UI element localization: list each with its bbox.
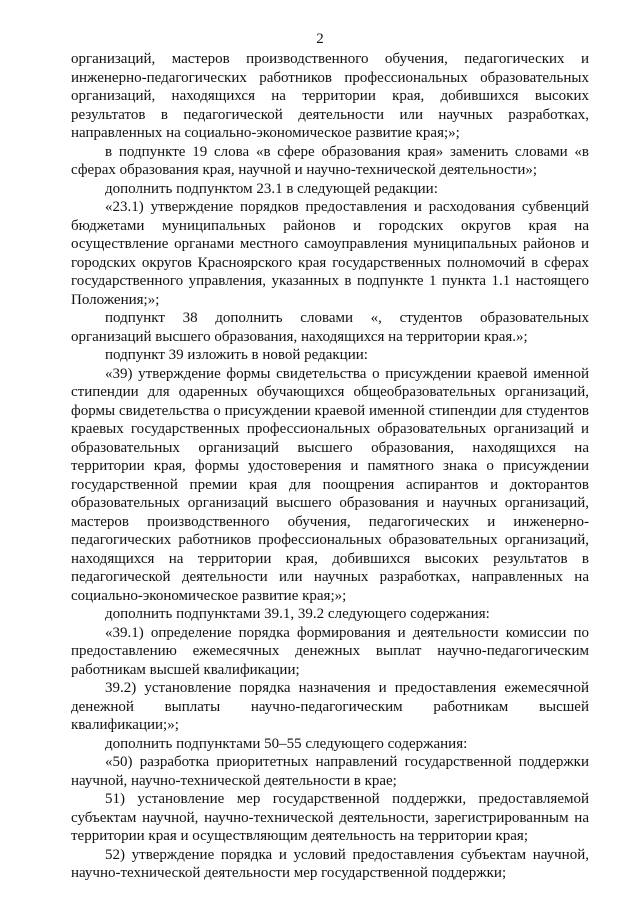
paragraph-23-1: «23.1) утверждение порядков предоставления и расходования субвенций бюджетами муниципальных районов и городских округов края на осуществление органами местного самоуправления муниципальных районов и городских округов Красноярского края государственных полномочий в сферах государственного управления, указанных в подпункте 1 пункта 1.1 настоящего Положения;»; bbox=[71, 199, 589, 308]
paragraph-39-1: «39.1) определение порядка формирования и деятельности комиссии по предоставлению ежемесячных денежных выплат научно-педагогическим работникам высшей квалификации; bbox=[71, 624, 589, 678]
paragraph-subitem-38: подпункт 38 дополнить словами «, студентов образовательных организаций высшего образования, находящихся на территории края.»; bbox=[71, 310, 589, 345]
paragraph-add-39-1-39-2: дополнить подпунктами 39.1, 39.2 следующего содержания: bbox=[105, 606, 490, 622]
paragraph-39: «39) утверждение формы свидетельства о присуждении краевой именной стипендии для одаренных обучающихся общеобразовательных организаций, формы свидетельства о присуждении краевой именной стипендии для студентов краевых государственных профессиональных образовательных организаций и образовательных организаций высшего образования, находящихся на территории края, формы удостоверения и памятного знака о присуждении государственной премии края для поощрения аспирантов и докторантов образовательных организаций высшего образования и научных организаций, мастеров производственного обучения, педагогических и инженерно-педагогических работников профессиональных образовательных организаций, находящихся на территории края, добившихся высоких результатов в педагогической деятельности или научных разработках, направленных на социально-экономическое развитие края;»; bbox=[71, 365, 589, 604]
paragraph-add-23-1: дополнить подпунктом 23.1 в следующей редакции: bbox=[105, 180, 438, 197]
paragraph-51: 51) установление мер государственной поддержки, предоставляемой субъектам научной, научно-технической деятельности, зарегистрированным на территории края и осуществляющим деятельность на территории края; bbox=[71, 791, 589, 844]
paragraph-subitem-19: в подпункте 19 слова «в сфере образования края» заменить словами «в сферах образования края, научной и научно-технической деятельности»; bbox=[71, 143, 589, 178]
paragraph-add-50-55: дополнить подпунктами 50–55 следующего содержания: bbox=[105, 735, 468, 752]
paragraph-39-2: 39.2) установление порядка назначения и предоставления ежемесячной денежной выплаты научно-педагогическим работникам высшей квалификации;»; bbox=[71, 680, 589, 733]
document-body bbox=[71, 50, 589, 883]
page-number: 2 bbox=[316, 31, 324, 47]
paragraph-continuation: организаций, мастеров производственного обучения, педагогических и инженерно-педагогических работников профессиональных образовательных организаций, находящихся на территории края, добившихся высоких результатов в педагогической деятельности или научных разработках, направленных на социально-экономическое развитие края;»; bbox=[71, 51, 589, 141]
paragraph-52: 52) утверждение порядка и условий предоставления субъектам научной, научно-технической деятельности мер государственной поддержки; bbox=[71, 846, 589, 881]
paragraph-50: «50) разработка приоритетных направлений государственной поддержки научной, научно-технической деятельности в крае; bbox=[71, 754, 589, 789]
paragraph-subitem-39-intro: подпункт 39 изложить в новой редакции: bbox=[105, 347, 368, 363]
